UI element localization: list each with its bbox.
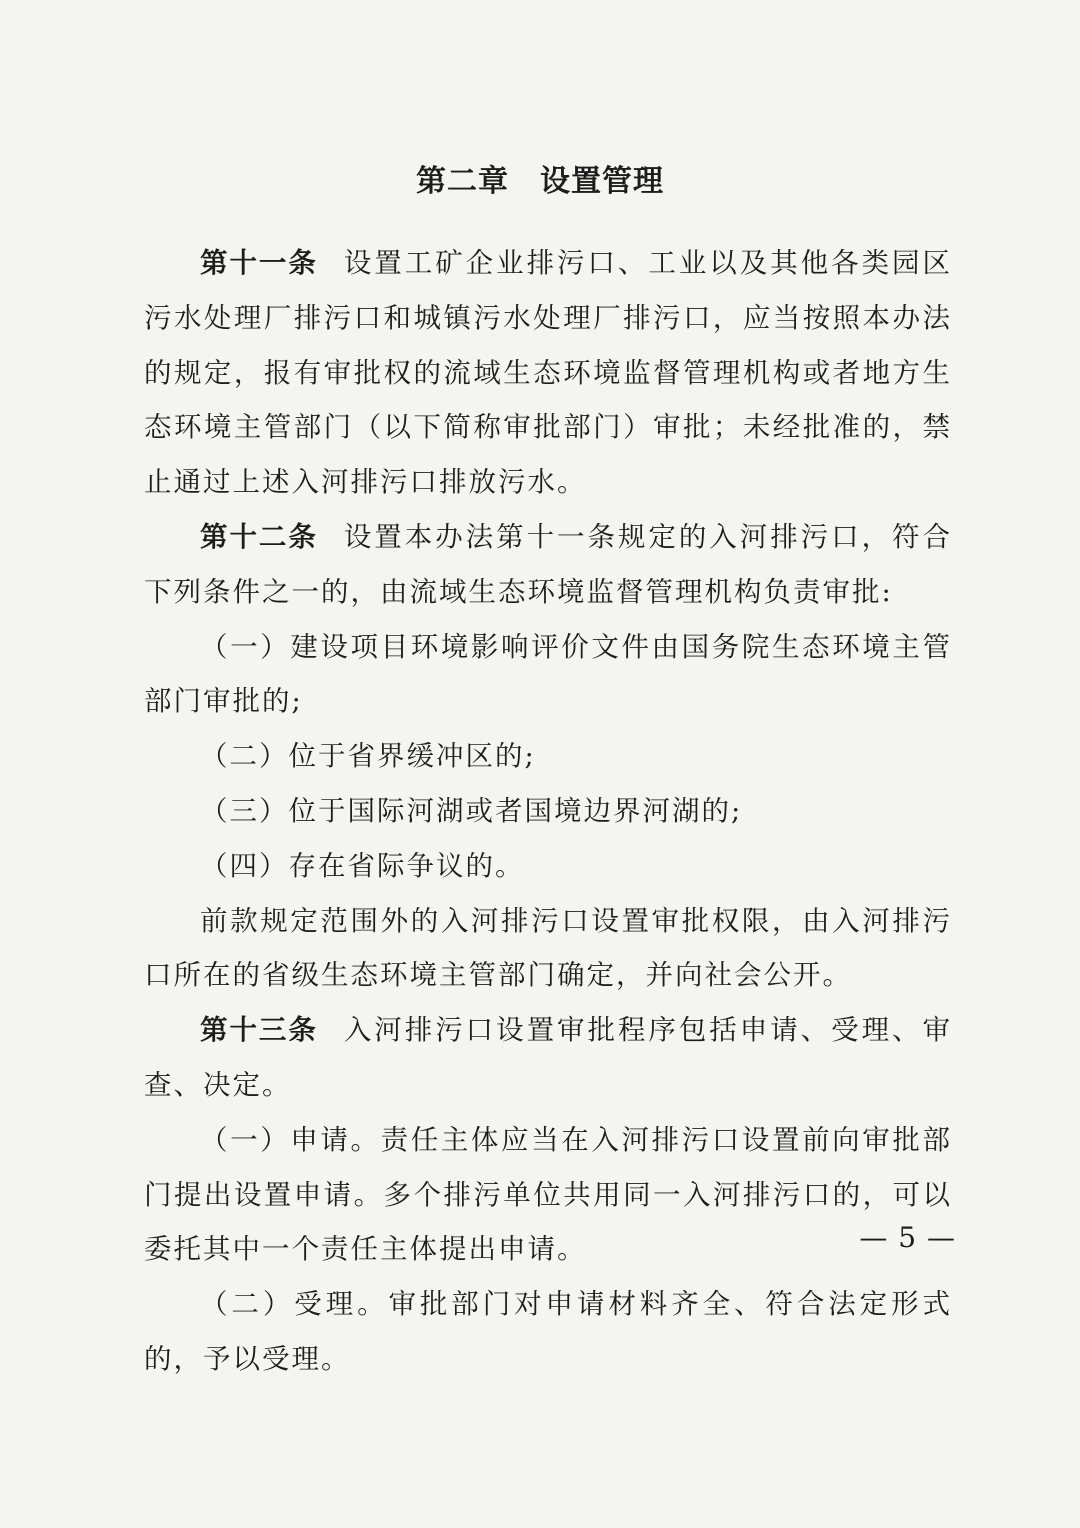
article-text: 设置工矿企业排污口、工业以及其他各类园区污水处理厂排污口和城镇污水处理厂排污口，应当按照本办法的规定，报有审批权的流域生态环境监督管理机构或者地方生态环境主管部门（以下简称审批部门）审批；未经批准的，禁止通过上述入河排污口排放污水。	[144, 247, 953, 499]
article-text: 入河排污口设置审批程序包括申请、受理、审查、决定。	[144, 1014, 953, 1101]
page-number: — 5 —	[859, 1221, 956, 1254]
article-13-item-1: （一）申请。责任主体应当在入河排污口设置前向审批部门提出设置申请。多个排污单位共用同一入河排污口的，可以委托其中一个责任主体提出申请。	[144, 1123, 952, 1266]
article-label: 第十三条	[200, 1014, 318, 1047]
document-body	[144, 236, 952, 1387]
article-12	[144, 510, 952, 620]
article-label: 第十一条	[200, 247, 318, 279]
article-11	[144, 236, 952, 510]
article-13	[144, 1003, 952, 1113]
article-label: 第十二条	[200, 520, 318, 553]
article-12-paragraph: 前款规定范围外的入河排污口设置审批权限，由入河排污口所在的省级生态环境主管部门确定，并向社会公开。	[144, 904, 952, 992]
article-12-item-2: （二）位于省界缓冲区的;	[200, 740, 536, 773]
article-12-item-1: （一）建设项目环境影响评价文件由国务院生态环境主管部门审批的;	[144, 630, 952, 718]
article-13-item-2: （二）受理。审批部门对申请材料齐全、符合法定形式的，予以受理。	[144, 1288, 952, 1375]
chapter-title: 第二章 设置管理	[416, 164, 664, 199]
article-text: 设置本办法第十一条规定的入河排污口，符合下列条件之一的，由流域生态环境监督管理机构负责审批:	[144, 520, 953, 608]
article-12-item-3: （三）位于国际河湖或者国境边界河湖的;	[200, 794, 743, 827]
article-12-item-4: （四）存在省际争议的。	[200, 849, 525, 882]
